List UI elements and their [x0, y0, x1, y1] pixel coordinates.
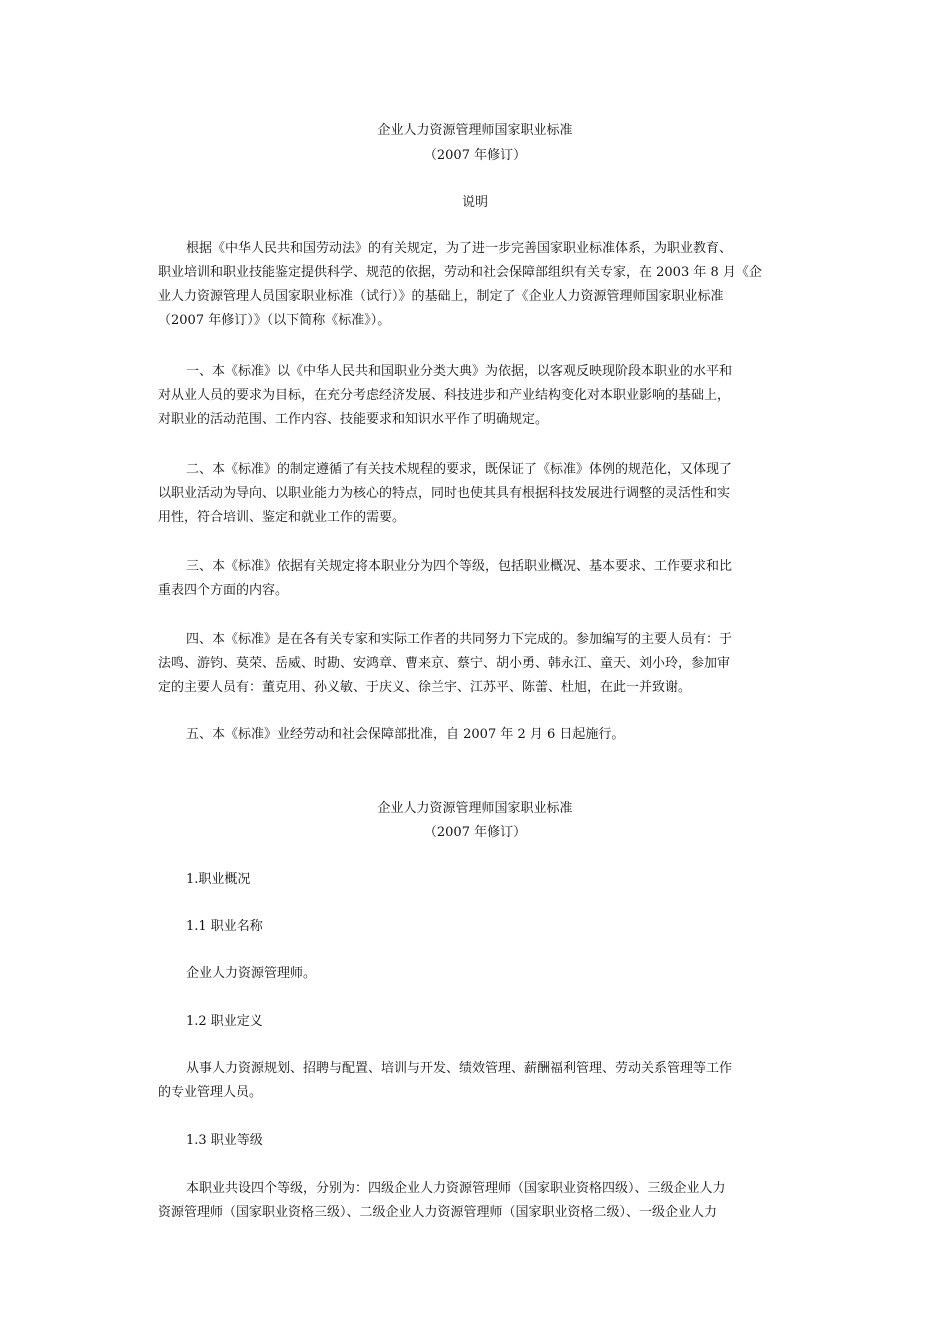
clause-four-line: 定的主要人员有：董克用、孙义敏、于庆义、徐兰宇、江苏平、陈蕾、杜旭，在此一并致谢。 — [158, 680, 692, 695]
clause-four-paragraph — [158, 628, 792, 700]
clause-five-paragraph — [158, 723, 792, 747]
clause-one-line: 一、本《标准》以《中华人民共和国职业分类大典》为依据，以客观反映现阶段本职业的水平和 — [186, 364, 733, 379]
section-heading-1-2: 1.2 职业定义 — [186, 1014, 263, 1029]
clause-two-line: 以职业活动为导向、以职业能力为核心的特点，同时也使其具有根据科技发展进行调整的灵活性和实 — [158, 486, 731, 501]
clause-two-line: 二、本《标准》的制定遵循了有关技术规程的要求，既保证了《标准》体例的规范化，又体现了 — [186, 462, 733, 477]
definition-line: 从事人力资源规划、招聘与配置、培训与开发、绩效管理、薪酬福利管理、劳动关系管理等工作 — [186, 1061, 733, 1076]
clause-one-line: 对职业的活动范围、工作内容、技能要求和知识水平作了明确规定。 — [158, 412, 549, 427]
clause-four-line: 法鸣、游钧、莫荣、岳威、时勘、安鸿章、曹来京、蔡宁、胡小勇、韩永江、童天、刘小玲，参加审 — [158, 656, 731, 671]
standard-title: 企业人力资源管理师国家职业标准 — [377, 801, 573, 816]
intro-line: 职业培训和职业技能鉴定提供科学、规范的依据，劳动和社会保障部组织有关专家，在 2003 年 8 月《企 — [158, 265, 762, 280]
occupation-name-text: 企业人力资源管理师。 — [186, 966, 317, 981]
intro-paragraph — [158, 237, 792, 333]
intro-line: （2007 年修订）》（以下简称《标准》）。 — [158, 313, 391, 328]
intro-line: 根据《中华人民共和国劳动法》的有关规定，为了进一步完善国家职业标准体系，为职业教育、 — [186, 241, 733, 256]
clause-one-paragraph — [158, 360, 792, 432]
clause-three-paragraph — [158, 555, 792, 603]
document-subtitle: （2007 年修订） — [423, 148, 527, 163]
clause-two-paragraph — [158, 458, 792, 530]
clause-five-line: 五、本《标准》业经劳动和社会保障部批准，自 2007 年 2 月 6 日起施行。 — [186, 727, 625, 742]
section-heading-1-1: 1.1 职业名称 — [186, 919, 263, 934]
clause-one-line: 对从业人员的要求为目标，在充分考虑经济发展、科技进步和产业结构变化对本职业影响的基础上， — [158, 388, 731, 403]
intro-line: 业人力资源管理人员国家职业标准（试行）》的基础上，制定了《企业人力资源管理师国家职业标准 — [158, 289, 724, 304]
occupation-definition-paragraph — [158, 1057, 792, 1105]
occupation-level-paragraph — [158, 1177, 792, 1225]
document-title: 企业人力资源管理师国家职业标准 — [377, 123, 573, 138]
section-heading-1: 1.职业概况 — [186, 872, 251, 887]
clause-four-line: 四、本《标准》是在各有关专家和实际工作者的共同努力下完成的。参加编写的主要人员有：于 — [186, 632, 733, 647]
level-line: 本职业共设四个等级，分别为：四级企业人力资源管理师（国家职业资格四级）、三级企业人力 — [186, 1181, 726, 1196]
explanation-heading: 说明 — [461, 195, 488, 210]
standard-subtitle: （2007 年修订） — [423, 825, 527, 840]
clause-two-line: 用性，符合培训、鉴定和就业工作的需要。 — [158, 510, 406, 525]
clause-three-line: 重表四个方面的内容。 — [158, 583, 289, 598]
level-line: 资源管理师（国家职业资格三级）、二级企业人力资源管理师（国家职业资格二级）、一级企业人力 — [158, 1205, 718, 1220]
section-heading-1-3: 1.3 职业等级 — [186, 1133, 263, 1148]
definition-line: 的专业管理人员。 — [158, 1085, 263, 1100]
clause-three-line: 三、本《标准》依据有关规定将本职业分为四个等级，包括职业概况、基本要求、工作要求和比 — [186, 559, 733, 574]
